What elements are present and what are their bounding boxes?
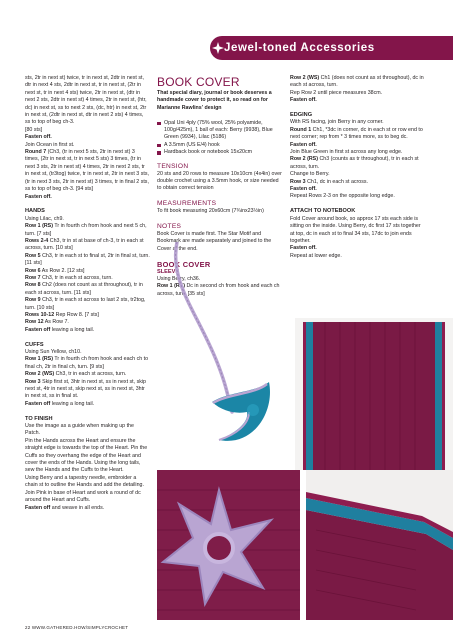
cuffs-row-3-label: Row 3 — [25, 378, 41, 385]
section-banner — [210, 36, 453, 60]
sleeve-row-1-label: Row 1 (RS) — [157, 283, 185, 290]
edging-row-2-label: Row 2 (RS) — [290, 156, 318, 163]
edging-repeat: Repeat Rows 2-3 on the opposite long edge. — [290, 193, 395, 200]
measurements-text: To fit book measuring 20x60cm (7¾inx23½in) — [157, 208, 264, 215]
edging-row-3-label: Row 3 — [290, 178, 306, 185]
hands-row-1-text: Tr in fourth ch from hook and next 5 ch, turn. [7 sts] — [25, 223, 147, 237]
cuffs-row-3-text: Skip first st, 3htr in next st, ss in next st, skip next st, 4tr in next st, skip next st, ss in next st, 3htr in next st, ss in final st. — [25, 378, 146, 400]
row-2-repeat: Rep Row 2 until piece measures 38cm. — [290, 89, 383, 96]
hands-row-9-text: Ch3, tr in each st across to last 2 sts, tr2tog, turn. [10 sts] — [25, 297, 146, 311]
hands-row-6-text: As Row 2. [12 sts] — [40, 267, 85, 274]
edging-join: Join Blue Green in first st across any long edge. — [290, 149, 403, 156]
finish-fasten-off-text: and weave in all ends. — [50, 504, 105, 511]
hands-fasten-off-text: leaving a long tail. — [50, 326, 95, 333]
hands-row-12-text: As Row 7. — [43, 319, 69, 326]
hands-row-8-text: Ch2 (does not count as st throughout), tr in each st across, turn. [11 sts] — [25, 282, 143, 296]
cuffs-row-2-label: Row 2 (WS) — [25, 371, 55, 378]
hands-row-8-label: Row 8 — [25, 282, 41, 289]
edging-fasten-off-1: Fasten off. — [290, 141, 317, 148]
column-left — [25, 75, 150, 519]
attach-heading: ATTACH TO NOTEBOOK — [290, 208, 356, 215]
measurements-heading: MEASUREMENTS — [157, 200, 217, 208]
hands-rows-2-4-label: Rows 2-4 — [25, 237, 49, 244]
notes-heading: NOTES — [157, 223, 182, 231]
attach-repeat: Repeat at lower edge. — [290, 252, 342, 259]
heart-round-count: [80 sts] — [25, 126, 43, 133]
edging-row-3-text: Ch1, dc in each st across. — [305, 178, 369, 185]
hands-fasten-off-label: Fasten off — [25, 326, 51, 333]
hands-row-7-text: Ch3, tr in each st across, turn. — [40, 274, 113, 281]
edging-round-1-text: Ch1, *3dc in corner, dc in each st or row end to next corner; rep from * 3 times more, ss to beg dc. — [290, 126, 423, 141]
hands-row-12-label: Row 12 — [25, 319, 44, 326]
hands-row-5-text: Ch3, tr in each st to final st, 2tr in final st, turn. [11 sts] — [25, 252, 150, 267]
cuffs-using: Using Sun Yellow, ch10. — [25, 349, 82, 355]
finish-fasten-off-label: Fasten off — [25, 504, 51, 511]
hands-heading: HANDS — [25, 208, 45, 215]
cover-heading: BOOK COVER — [157, 259, 211, 269]
hands-rows-2-4-text: Ch3, tr in st at base of ch-3, tr in each st across, turn. [10 sts] — [25, 237, 144, 252]
materials-list — [157, 120, 283, 157]
edging-row-2-text: Ch3 (counts as tr throughout), tr in each st across, turn. — [290, 156, 419, 170]
edging-round-1-label: Round 1 — [290, 126, 312, 133]
hands-using: Using Lilac, ch9. — [25, 215, 64, 222]
sleeve-using: Using Berry, ch36. — [157, 276, 201, 283]
hands-row-7-label: Row 7 — [25, 274, 41, 281]
join-ocean: Join Ocean in first st. — [25, 141, 75, 148]
cuffs-row-1-text: Tr in fourth ch from hook and each ch to final ch, 2tr in final ch, turn. [9 sts] — [25, 356, 149, 370]
book-corner-photo — [306, 470, 453, 620]
notes-text: Book Cover is made first. The Star Motif and Bookmark are made separately and joined to the Cover at the end. — [157, 231, 272, 252]
heart-round-text: sts, 2tr in next st) twice, tr in next st, 2dtr in next st, dtr in next 4 sts, 2dtr in next st, tr in next st, (2tr in next st, tr in next 4 sts) twice, 2tr in next st, (dtr in next 2 sts, 2dtr in next st) 4 times, 2tr in next st, (htr, dc) in next st, ss to next 2 sts, (dc, htr) in next st, 2tr in next st, (2dtr in next st, dtr in next 2 sts) 4 times, ss to top of beg ch-3. — [25, 75, 147, 126]
tension-text: 20 sts and 20 rows to measure 10x10cm (4x4in) over double crochet using a 3.5mm hook, or size needed to obtain correct tension — [157, 170, 282, 192]
book-cover-intro: That special diary, journal or book deserves a handmade cover to protect it, so read on for Marianne Rawlins' design — [157, 90, 272, 111]
cuffs-heading: CUFFS — [25, 341, 44, 348]
edging-para: With RS facing, join Berry in any corner. — [290, 119, 384, 126]
round-7-label: Round 7 — [25, 149, 47, 156]
bookmark-photo — [157, 242, 283, 462]
fasten-off-1: Fasten off. — [25, 134, 52, 141]
sleeve-heading: SLEEVE — [157, 268, 180, 275]
sleeve-row-1-text: Dc in second ch from hook and each ch across, turn. [35 sts] — [157, 283, 280, 297]
attach-text: Fold Cover around book, so approx 17 sts each side is sitting on the inside. Using Berry, dc first 17 sts together at top, dc in each st to final 34 sts, 17dc to join ends together. — [290, 215, 421, 244]
cuffs-fasten-off-text: leaving a long tail. — [50, 400, 95, 407]
round-7-text: (Ch3, (tr in next 5 sts, 2tr in next st) 3 times, (2tr in next st, tr in next 5 sts) 3 times, (tr in next 3 sts, 2tr in next st) 4 times, 2tr in next 2 sts, tr in next st, (tr3tog) twice, tr in next st, 2tr in next 3 sts, (tr in next 3 sts, 2tr in next st) 3 times, tr in final 2 sts, ss to top of beg ch-3. [94 sts] — [25, 149, 149, 193]
hands-rows-10-12-label: Rows 10-12 — [25, 311, 55, 318]
finish-para-1: Use the image as a guide when making up the Patch. — [25, 423, 134, 437]
cuffs-row-1-label: Row 1 (RS) — [25, 356, 53, 363]
banner-title: Jewel-toned Accessories — [224, 42, 375, 54]
edging-change: Change to Berry. — [290, 171, 330, 178]
row-2-ws-text: Ch1 (does not count as st throughout), dc in each st across, turn. — [290, 75, 424, 89]
cuffs-fasten-off-label: Fasten off — [25, 400, 51, 407]
page-footer: 22 WWW.GATHERED.HOW/SIMPLYCROCHET — [25, 625, 129, 630]
book-cover-photo — [295, 318, 453, 470]
book-cover-title: BOOK COVER — [157, 75, 240, 89]
star-icon — [212, 42, 224, 54]
attach-fasten-off: Fasten off. — [290, 245, 317, 252]
row-2-fasten-off: Fasten off. — [290, 97, 317, 104]
material-hook: A 3.5mm (US E/4) hook — [157, 142, 283, 149]
hands-row-1-label: Row 1 (RS) — [25, 223, 53, 230]
hands-row-5-label: Row 5 — [25, 252, 41, 259]
row-2-ws-label: Row 2 (WS) — [290, 75, 320, 81]
finish-para-2: Pin the Hands across the Heart and ensure the straight edge is towards the top of the Heart. Pin the Cuffs so they overhang the edge of the Heart and cover the ends of the Hands. Using the long tails, sew the Hands and the Cuffs to the Heart. — [25, 437, 148, 474]
edging-heading: EDGING — [290, 112, 313, 119]
column-right — [290, 75, 424, 268]
tension-heading: TENSION — [157, 162, 189, 170]
finish-para-4: Join Pink in base of Heart and work a round of dc around the Heart and Cuffs. — [25, 489, 141, 504]
hands-row-9-label: Row 9 — [25, 297, 41, 304]
hands-row-6-label: Row 6 — [25, 267, 41, 274]
material-book: Hardback book or notebook 15x20cm — [157, 149, 283, 156]
edging-fasten-off-2: Fasten off. — [290, 186, 317, 193]
finish-para-3: Using Berry and a tapestry needle, embroider a chain st to outline the Hands and add the detailing. — [25, 474, 144, 489]
star-motif-photo — [157, 470, 300, 620]
finish-heading: TO FINISH — [25, 415, 53, 422]
fasten-off-2: Fasten off. — [25, 193, 52, 200]
material-yarn: Opal Uni 4ply (75% wool, 25% polyamide, 100g/425m), 1 ball of each: Berry (9938), Blue Green (9934), Lilac (5186) — [157, 120, 283, 142]
hands-rows-10-12-text: Rep Row 8. [7 sts] — [54, 311, 99, 318]
cuffs-row-2-text: Ch3, tr in each st across, turn. — [54, 371, 127, 378]
